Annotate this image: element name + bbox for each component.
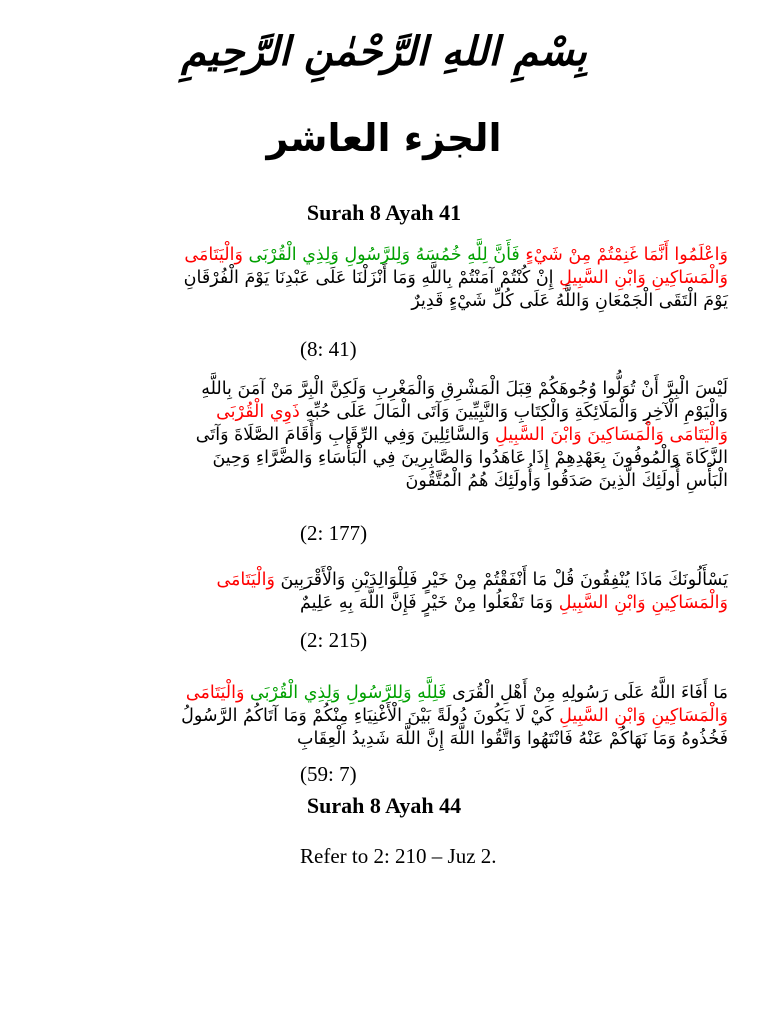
verse-line (216, 569, 728, 592)
verse-text: وَمَا تَفْعَلُوا مِنْ خَيْرٍ فَإِنَّ اللَّهَ بِهِ عَلِيمٌ (300, 593, 559, 613)
verse-block-3 (216, 569, 728, 615)
verse-text-red: وَالْمَسَاكِينِ وَابْنِ السَّبِيلِ (559, 268, 728, 288)
verse-line (181, 705, 728, 728)
verse-line: الزَّكَاةَ وَالْمُوفُونَ بِعَهْدِهِمْ إِذَا عَاهَدُوا وَالصَّابِرِينَ فِي الْبَأْسَاءِ وَالضَّرَّاءِ وَحِينَ (212, 448, 728, 468)
verse-text-green: وَلِذِي الْقُرْبَى (248, 245, 345, 265)
verse-line: الْبَأْسِ أُولَئِكَ الَّذِينَ صَدَقُوا وَأُولَئِكَ هُمُ الْمُتَّقُونَ (405, 471, 728, 491)
verse-line: فَخُذُوهُ وَمَا نَهَاكُمْ عَنْهُ فَانْتَهُوا وَاتَّقُوا اللَّهَ إِنَّ اللَّهَ شَدِيدُ الْعِقَابِ (296, 729, 728, 749)
surah-heading-2: Surah 8 Ayah 44 (306, 793, 462, 818)
verse-text-green: فَأَنَّ لِلَّهِ خُمُسَهُ (415, 245, 520, 265)
verse-line (185, 682, 728, 705)
verse-line (300, 592, 728, 615)
verse-text-red: وَالْمَسَاكِينِ وَابْنِ السَّبِيلِ (559, 706, 728, 726)
verse-block-4 (181, 682, 728, 751)
verse-text: مَا أَفَاءَ اللَّهُ عَلَى رَسُولِهِ مِنْ أَهْلِ الْقُرَى (446, 683, 728, 703)
verse-text-red: وَالْيَتَامَى (185, 683, 250, 703)
verse-line (183, 267, 728, 290)
verse-text-red: وَالْيَتَامَى (216, 570, 275, 590)
verse-reference: (2: 215) (300, 628, 368, 652)
verse-text-green: وَلِلرَّسُولِ (344, 245, 416, 265)
verse-text-red: ذَوِي الْقُرْبَى (216, 402, 300, 422)
verse-text: وَالسَّائِلِينَ وَفِي الرِّقَابِ وَأَقَامَ الصَّلَاةَ وَآتَى (195, 425, 496, 445)
verse-block-2 (195, 378, 728, 493)
verse-line: يَوْمَ الْتَقَى الْجَمْعَانِ وَاللَّهُ عَلَى كُلِّ شَيْءٍ قَدِيرٌ (411, 291, 728, 311)
verse-text-red: وَالْمَسَاكِينِ وَابْنِ السَّبِيلِ (558, 593, 728, 613)
juz-title: الجزء العاشر (266, 116, 502, 160)
verse-text-red: وَالْيَتَامَى (184, 245, 249, 265)
surah-heading-1: Surah 8 Ayah 41 (306, 200, 462, 225)
verse-line: لَيْسَ الْبِرَّ أَنْ تُوَلُّوا وُجُوهَكُمْ قِبَلَ الْمَشْرِقِ وَالْمَغْرِبِ وَلَكِنَّ الْبِرَّ مَنْ آمَنَ بِاللَّهِ (201, 379, 728, 399)
verse-text-green: وَلِذِي الْقُرْبَى (249, 683, 346, 703)
verse-text: يَسْأَلُونَكَ مَاذَا يُنْفِقُونَ قُلْ مَا أَنْفَقْتُمْ مِنْ خَيْرٍ فَلِلْوَالِدَيْنِ وَالْأَقْرَبِينَ (274, 570, 728, 590)
verse-line (195, 424, 728, 447)
verse-block-1 (183, 244, 728, 313)
verse-reference: (8: 41) (300, 337, 357, 361)
verse-text-red: وَالْيَتَامَى وَالْمَسَاكِينَ وَابْنَ السَّبِيلِ (495, 425, 728, 445)
verse-text-red: وَاعْلَمُوا أَنَّمَا غَنِمْتُمْ مِنْ شَيْءٍ (519, 245, 728, 265)
basmala-calligraphy: بِسْمِ اللهِ الرَّحْمٰنِ الرَّحِيمِ (181, 29, 587, 75)
verse-text: كَيْ لَا يَكُونَ دُولَةً بَيْنَ الْأَغْنِيَاءِ مِنْكُمْ وَمَا آتَاكُمُ الرَّسُولُ (181, 706, 560, 726)
verse-text: وَالْيَوْمِ الْآخِرِ وَالْمَلَائِكَةِ وَالْكِتَابِ وَالنَّبِيِّينَ وَآتَى الْمَالَ عَلَى حُبِّهِ (299, 402, 728, 422)
verse-line (216, 401, 728, 424)
verse-line (184, 244, 728, 267)
verse-reference: (59: 7) (300, 762, 357, 786)
refer-note: Refer to 2: 210 – Juz 2. (300, 844, 497, 868)
verse-reference: (2: 177) (300, 521, 368, 545)
verse-text-green: فَلِلَّهِ وَلِلرَّسُولِ (345, 683, 447, 703)
verse-text: إِنْ كُنْتُمْ آمَنْتُمْ بِاللَّهِ وَمَا أَنْزَلْنَا عَلَى عَبْدِنَا يَوْمَ الْفُرْقَانِ (183, 268, 560, 288)
